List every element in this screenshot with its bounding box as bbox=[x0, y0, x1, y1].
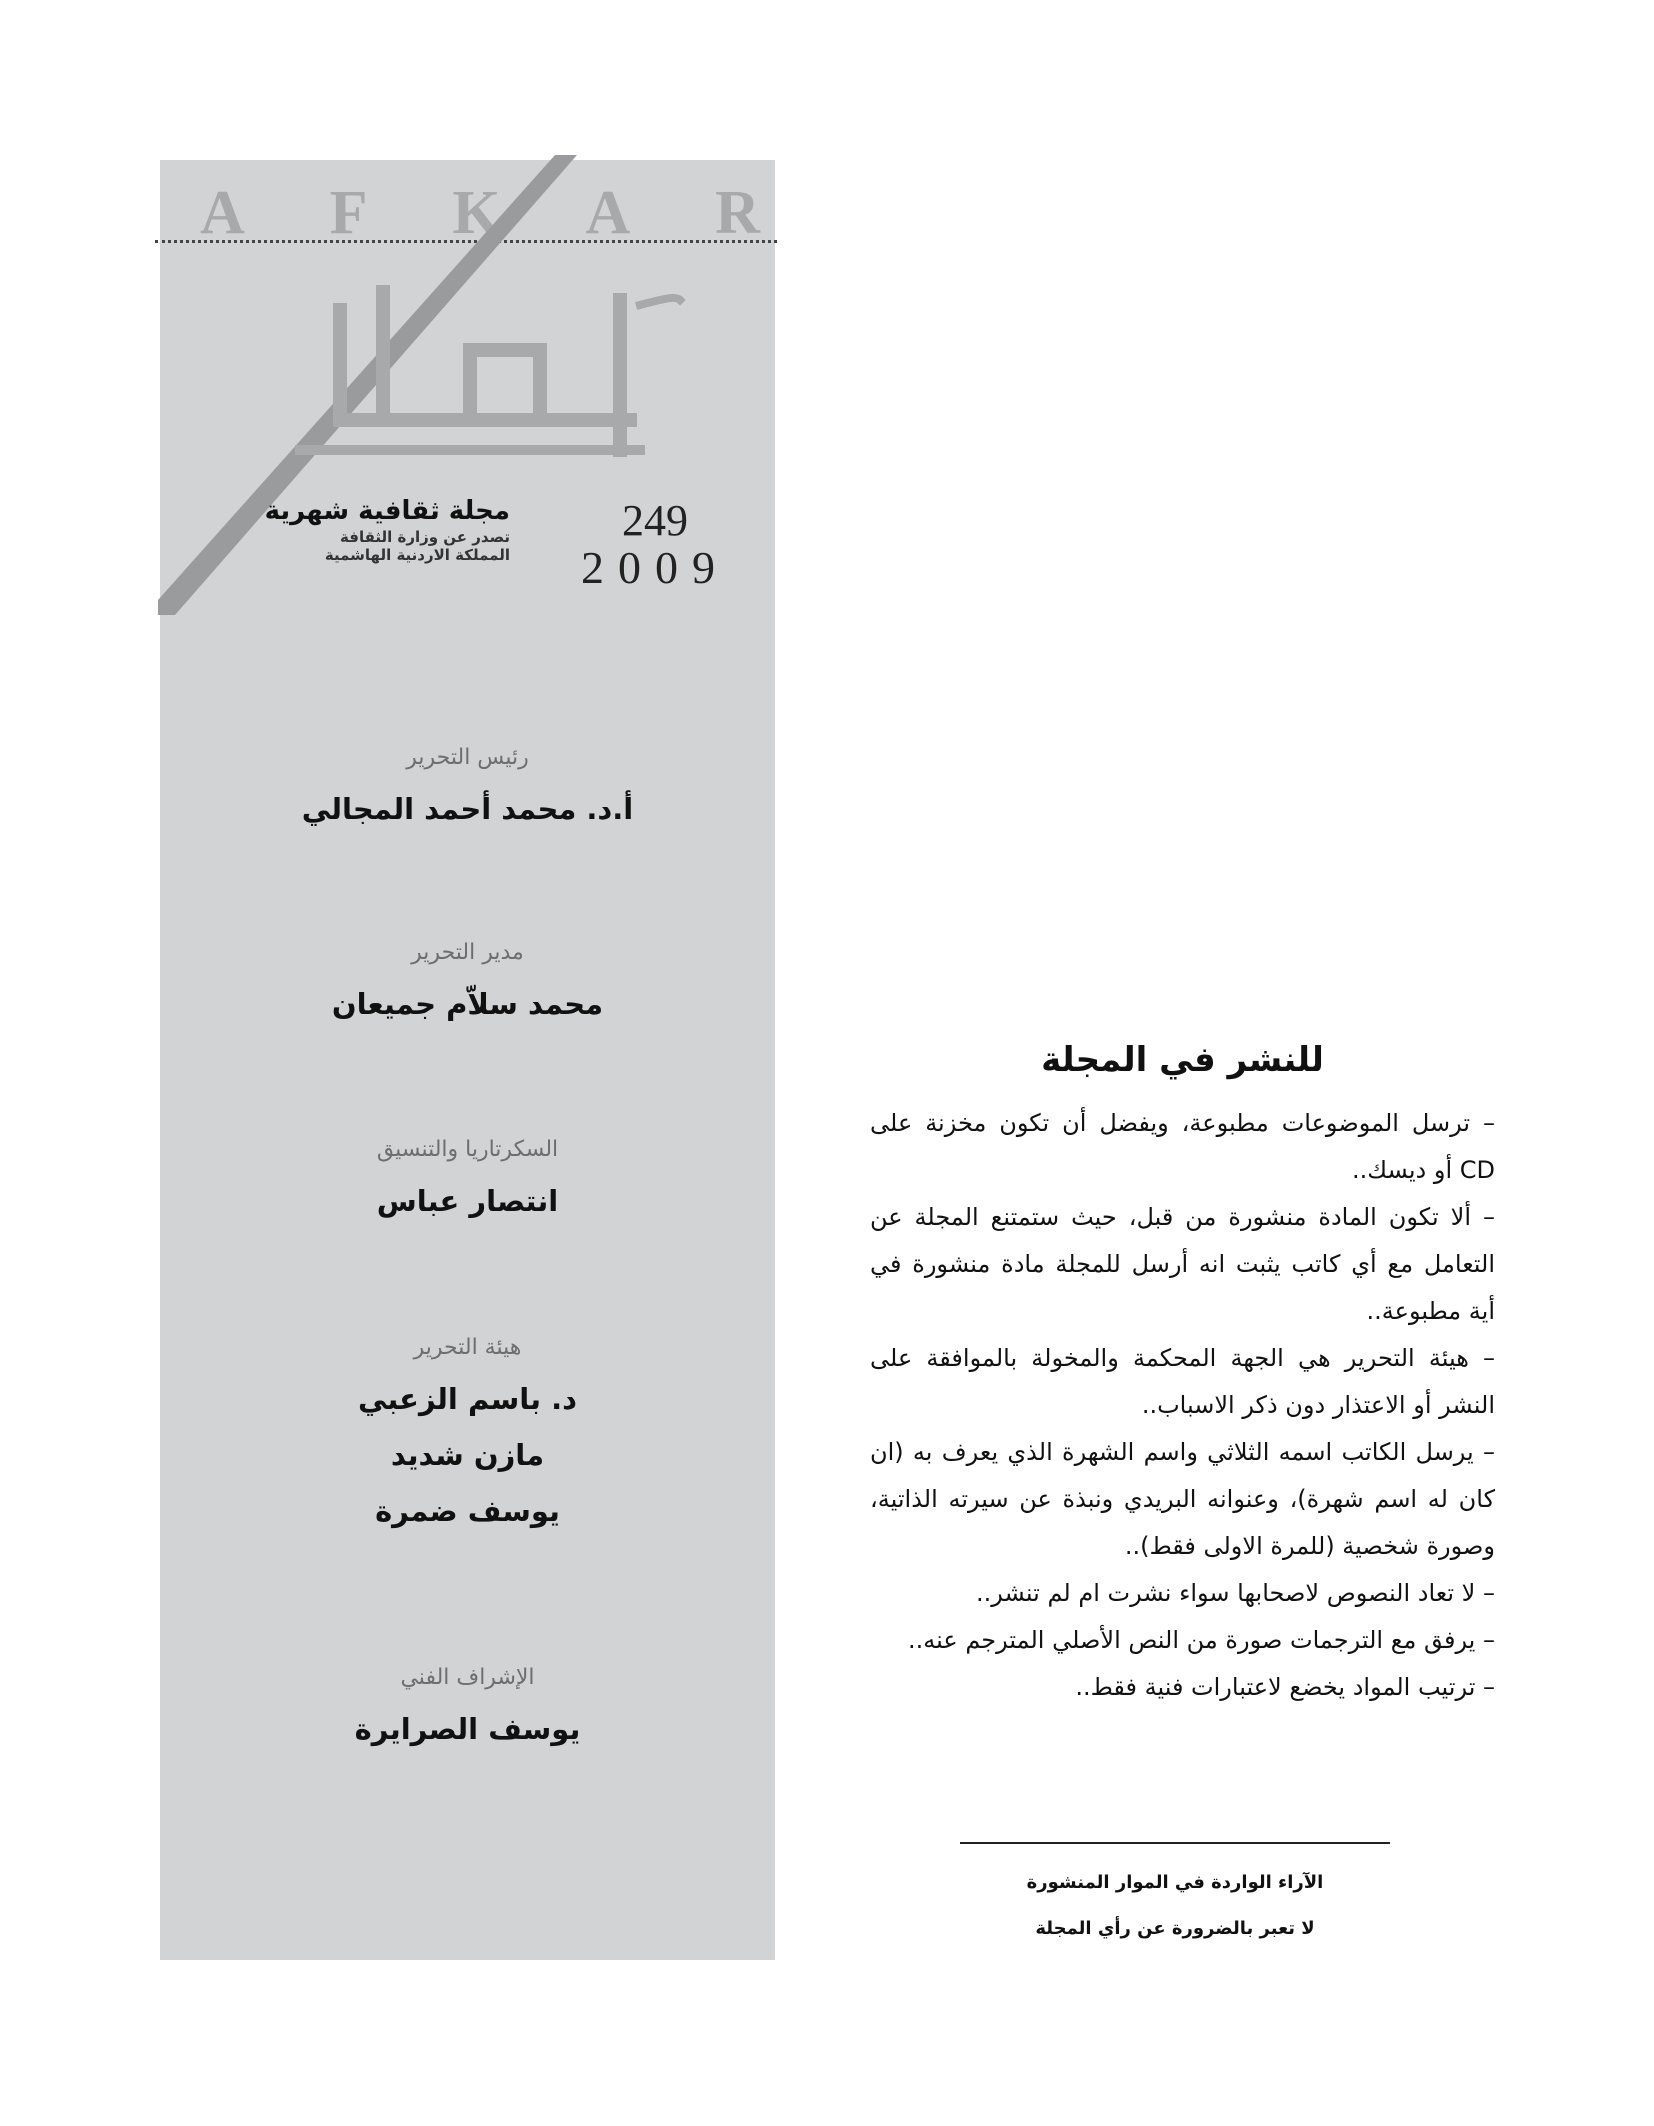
wordmark-letter: F bbox=[329, 178, 368, 247]
staff-art-direction bbox=[160, 1665, 775, 1746]
arabic-logo-icon bbox=[300, 292, 680, 450]
guideline-item: – يرسل الكاتب اسمه الثلاثي واسم الشهرة الذي يعرف به (ان كان له اسم شهرة)، وعنوانه البريدي ونبذة عن سيرته الذاتية، وصورة شخصية (للمرة الاولى فقط).. bbox=[870, 1438, 1495, 1560]
publisher-line: تصدر عن وزارة الثقافة bbox=[340, 527, 510, 546]
staff-editor-in-chief bbox=[160, 745, 775, 826]
guideline-item: – لا تعاد النصوص لاصحابها سواء نشرت ام لم تنشر.. bbox=[975, 1579, 1495, 1607]
guideline-item: – ألا تكون المادة منشورة من قبل، حيث ستمتنع المجلة عن التعامل مع أي كاتب يثبت انه أرسل للمجلة مادة منشورة في أية مطبوعة.. bbox=[870, 1203, 1495, 1325]
staff-name: مازن شديد bbox=[390, 1438, 545, 1472]
staff-name: محمد سلاّم جميعان bbox=[331, 987, 604, 1021]
staff-name: يوسف الصرايرة bbox=[354, 1712, 581, 1746]
logo-graphic bbox=[0, 0, 1654, 700]
wordmark-letter: R bbox=[715, 178, 760, 247]
guideline-item: – ترتيب المواد يخضع لاعتبارات فنية فقط.. bbox=[1075, 1673, 1495, 1701]
guideline-item: – ترسل الموضوعات مطبوعة، ويفضل أن تكون مخزنة على CD أو ديسك.. bbox=[870, 1109, 1495, 1184]
country-line: المملكة الاردنية الهاشمية bbox=[324, 546, 510, 565]
staff-role: مدير التحرير bbox=[411, 940, 524, 965]
issue-year: 2009 bbox=[581, 542, 729, 594]
guideline-item: – يرفق مع الترجمات صورة من النص الأصلي المترجم عنه.. bbox=[908, 1626, 1495, 1654]
guidelines-title: للنشر في المجلة bbox=[1041, 1040, 1324, 1080]
staff-managing-editor bbox=[160, 940, 775, 1021]
staff-name: يوسف ضمرة bbox=[375, 1494, 560, 1528]
issue-number: 249 bbox=[622, 496, 688, 545]
wordmark-letter: A bbox=[585, 178, 631, 247]
disclaimer bbox=[960, 1860, 1390, 1952]
staff-role: السكرتاريا والتنسيق bbox=[376, 1137, 559, 1162]
disclaimer-line: الآراء الواردة في الموار المنشورة bbox=[1026, 1872, 1324, 1893]
staff-role: الإشراف الفني bbox=[400, 1665, 535, 1690]
staff-name: د. باسم الزعبي bbox=[358, 1382, 577, 1416]
wordmark-letter: A bbox=[200, 178, 245, 247]
submission-guidelines bbox=[870, 1040, 1495, 1711]
guideline-item: – هيئة التحرير هي الجهة المحكمة والمخولة بالموافقة على النشر أو الاعتذار دون ذكر الاسباب.. bbox=[870, 1344, 1495, 1419]
disclaimer-line: لا تعبر بالضرورة عن رأي المجلة bbox=[1035, 1918, 1315, 1939]
wordmark-letter: K bbox=[452, 178, 501, 247]
staff-role: رئيس التحرير bbox=[406, 745, 529, 770]
issue-info bbox=[580, 498, 730, 592]
staff-secretariat bbox=[160, 1137, 775, 1218]
disclaimer-divider bbox=[960, 1842, 1390, 1844]
staff-name: أ.د. محمد أحمد المجالي bbox=[301, 792, 634, 826]
staff-name: انتصار عباس bbox=[376, 1184, 559, 1218]
staff-role: هيئة التحرير bbox=[413, 1335, 522, 1360]
staff-editorial-board bbox=[160, 1335, 775, 1528]
masthead-subtitle bbox=[250, 495, 510, 565]
magazine-tagline: مجلة ثقافية شهرية bbox=[264, 496, 510, 526]
